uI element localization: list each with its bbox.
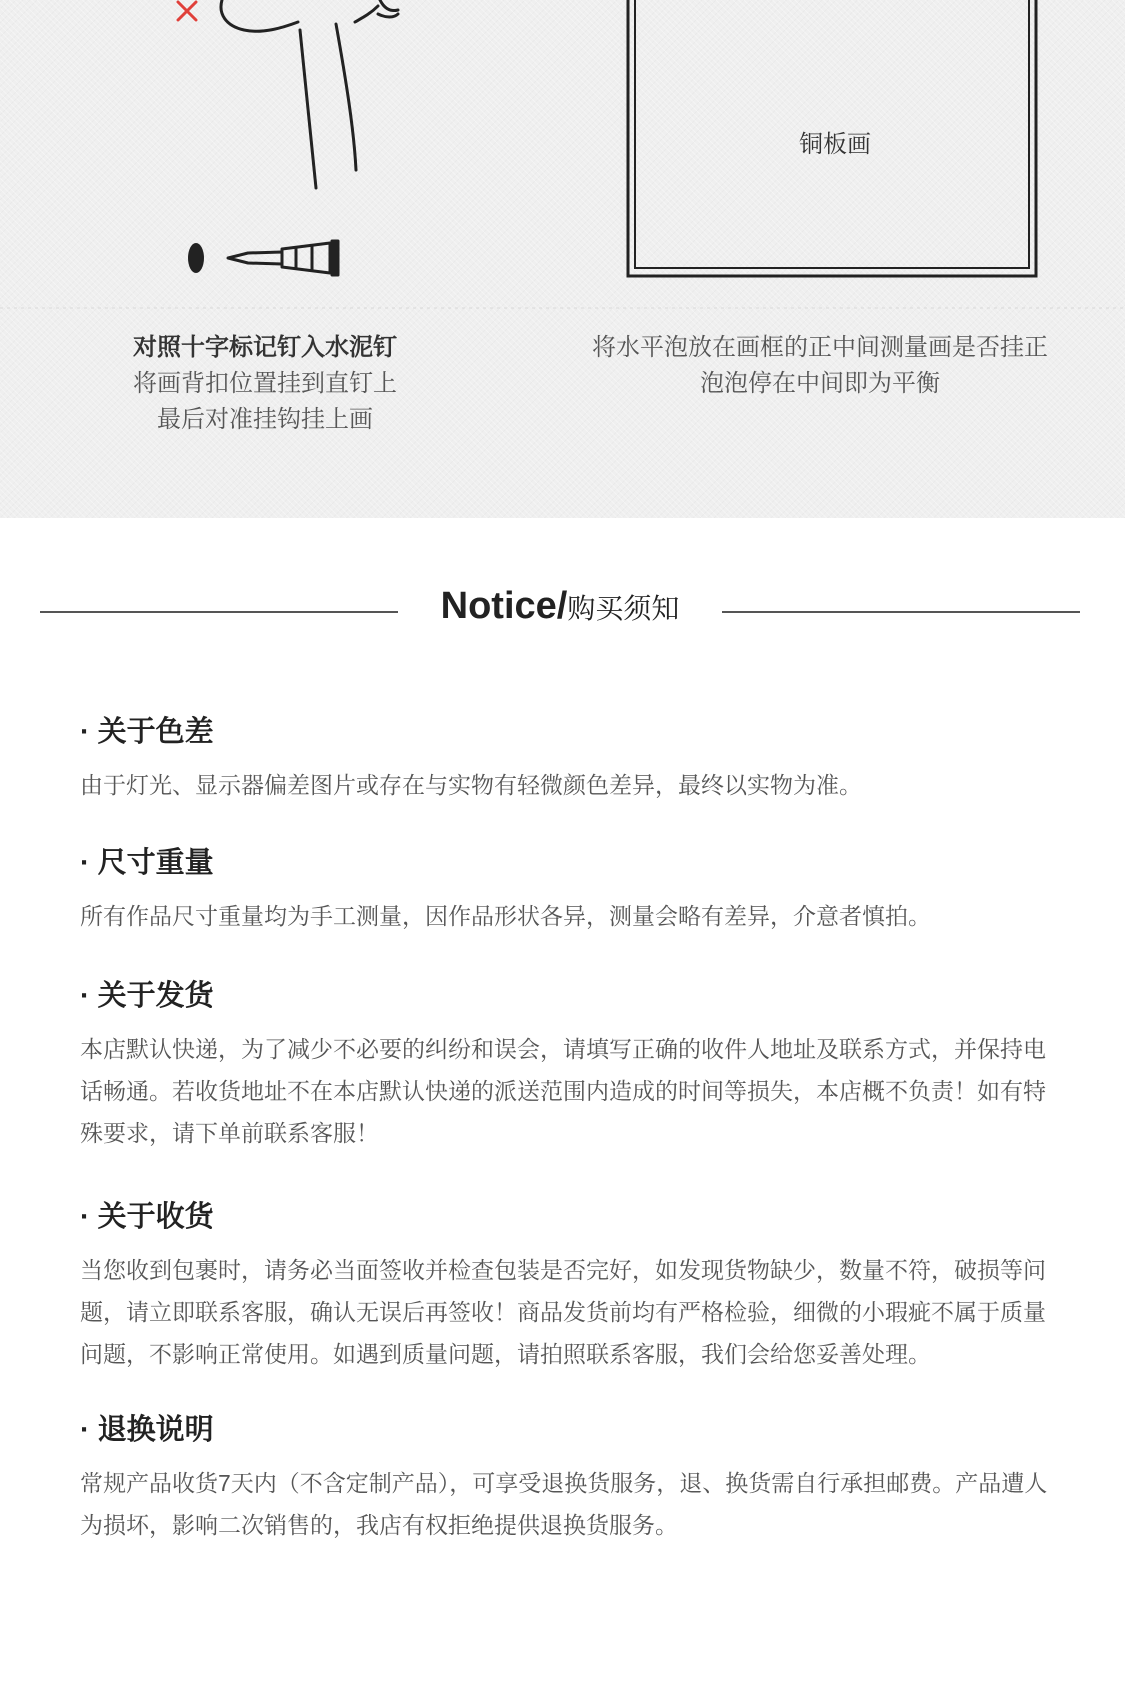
hammer-icon [221,0,398,188]
bullet: · [80,847,90,879]
section-title: 关于色差 [97,716,214,748]
frame-label: 铜板画 [799,131,871,158]
section-body: 所有作品尺寸重量均为手工测量，因作品形状各异，测量会略有差异，介意者慎拍。 [80,903,931,929]
notice-title [398,585,722,628]
section-heading [80,843,1050,883]
notice-title-en: Notice/ [440,585,568,627]
section-color-difference [80,712,1050,806]
right-caption [575,330,1065,402]
left-caption-line1: 对照十字标记钉入水泥钉 [133,334,397,361]
section-returns [80,1410,1050,1546]
nail-icon [228,241,338,275]
bullet: · [80,1414,90,1446]
header-divider-left [40,611,398,613]
section-body: 本店默认快递，为了减少不必要的纠纷和误会，请填写正确的收件人地址及联系方式，并保持电话畅通。若收货地址不在本店默认快递的派送范围内造成的时间等损失，本店概不负责！如有特殊要求，请下单前联系客服！ [80,1036,1046,1146]
right-caption-line2: 泡泡停在中间即为平衡 [700,370,940,397]
left-caption [80,330,450,438]
section-heading [80,976,1050,1016]
section-size-weight [80,843,1050,937]
bullet: · [80,980,90,1012]
section-heading [80,1197,1050,1237]
section-title: 关于收货 [97,1201,214,1233]
installation-illustration [0,0,1125,518]
section-title: 尺寸重量 [97,847,214,879]
right-caption-line1: 将水平泡放在画框的正中间测量画是否挂正 [592,334,1048,361]
section-heading [80,712,1050,752]
section-heading [80,1410,1050,1450]
section-title: 关于发货 [97,980,214,1012]
section-title: 退换说明 [97,1414,214,1446]
section-receiving [80,1197,1050,1375]
header-divider-right [722,611,1080,613]
section-shipping [80,976,1050,1154]
bullet: · [80,1201,90,1233]
section-body: 当您收到包裹时，请务必当面签收并检查包装是否完好，如发现货物缺少，数量不符，破损等问题，请立即联系客服，确认无误后再签收！商品发货前均有严格检验，细微的小瑕疵不属于质量问题，不影响正常使用。如遇到质量问题，请拍照联系客服，我们会给您妥善处理。 [80,1257,1046,1367]
section-body: 由于灯光、显示器偏差图片或存在与实物有轻微颜色差异，最终以实物为准。 [80,772,862,798]
left-caption-line2: 将画背扣位置挂到直钉上 [133,370,397,397]
bullet: · [80,716,90,748]
illustration-drawing [0,0,1125,518]
cross-mark-icon [178,2,196,20]
wall-mark-icon [188,243,204,273]
notice-title-zh: 购买须知 [567,593,680,624]
notice-header [0,585,1125,635]
left-caption-line3: 最后对准挂钩挂上画 [157,406,373,433]
section-body: 常规产品收货7天内（不含定制产品），可享受退换货服务，退、换货需自行承担邮费。产品遭人为损坏，影响二次销售的，我店有权拒绝提供退换货服务。 [80,1470,1048,1538]
